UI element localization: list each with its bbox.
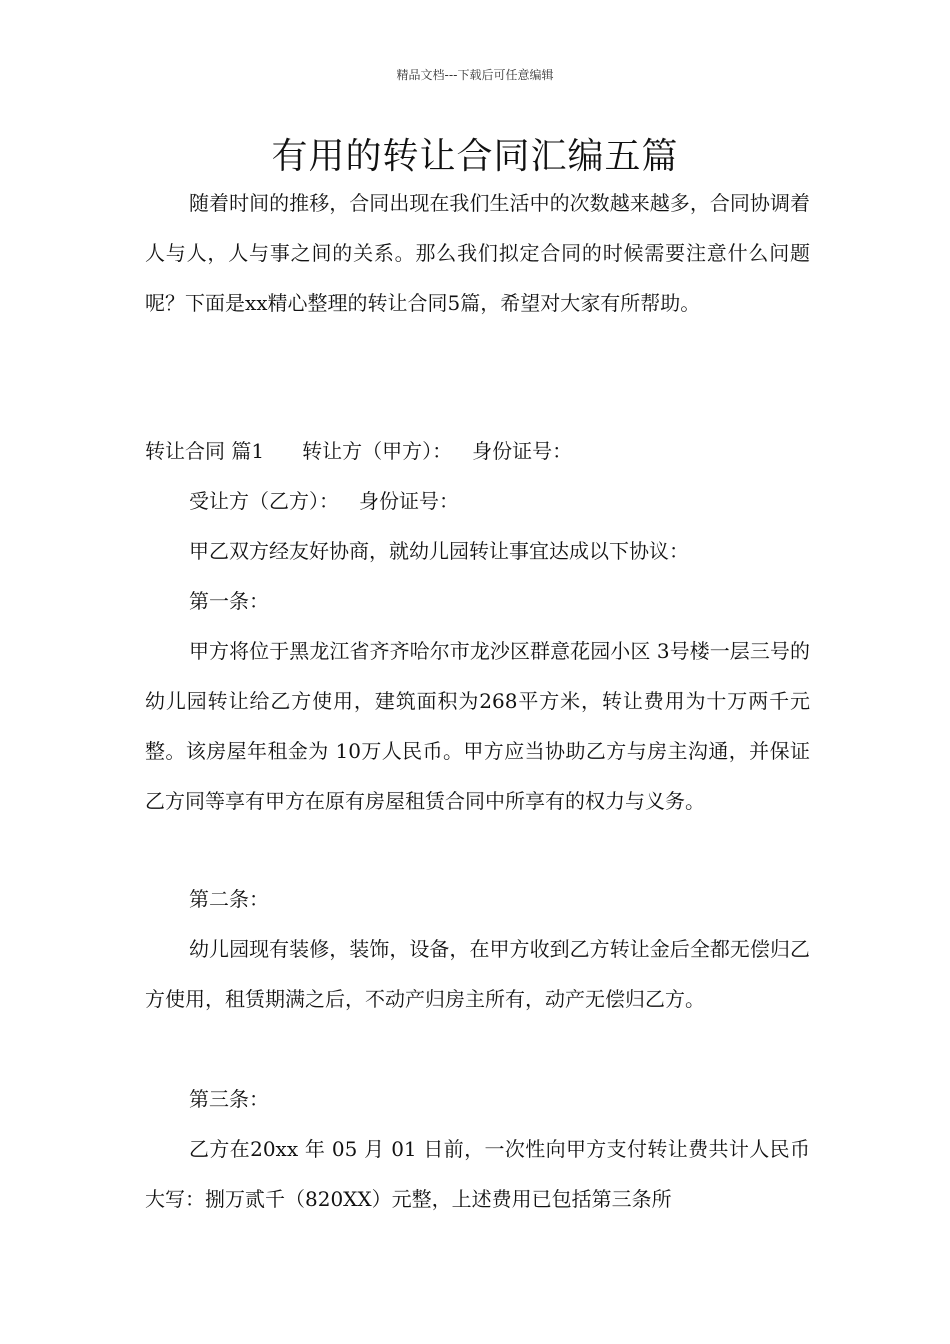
page-header-note: 精品文档---下载后可任意编辑 (396, 68, 554, 82)
section-heading: 转让合同 篇1 (145, 439, 265, 463)
party-a-id-label: 身份证号： (472, 439, 573, 463)
article2-text: 幼儿园现有装修，装饰，设备，在甲方收到乙方转让金后全都无偿归乙方使用，租赁期满之后，不动产归房主所有，动产无偿归乙方。 (145, 937, 810, 1011)
section-heading-line (145, 426, 572, 476)
document-title: 有用的转让合同汇编五篇 (271, 136, 679, 177)
article3-heading: 第三条： (189, 1087, 269, 1111)
article3-text: 乙方在20xx 年 05 月 01 日前，一次性向甲方支付转让费共计人民币大写：捌万贰千（820XX）元整，上述费用已包括第三条所 (145, 1137, 810, 1211)
article1-heading: 第一条： (189, 589, 269, 613)
agreement-line: 甲乙双方经友好协商，就幼儿园转让事宜达成以下协议： (189, 539, 689, 563)
party-a-label: 转让方（甲方）： (302, 439, 453, 463)
party-b-id-label: 身份证号： (359, 489, 459, 513)
intro-paragraph: 随着时间的推移，合同出现在我们生活中的次数越来越多，合同协调着人与人，人与事之间的关系。那么我们拟定合同的时候需要注意什么问题呢？下面是xx精心整理的转让合同5篇，希望对大家有所帮助。 (145, 191, 810, 315)
party-b-label: 受让方（乙方）： (189, 489, 339, 513)
article2-heading: 第二条： (189, 887, 269, 911)
party-b-line (189, 476, 459, 526)
article1-text: 甲方将位于黑龙江省齐齐哈尔市龙沙区群意花园小区 3号楼一层三号的幼儿园转让给乙方使用，建筑面积为268平方米，转让费用为十万两千元整。该房屋年租金为 10万人民币。甲方应当协助乙方与房主沟通，并保证乙方同等享有甲方在原有房屋租赁合同中所享有的权力与义务。 (145, 639, 810, 813)
